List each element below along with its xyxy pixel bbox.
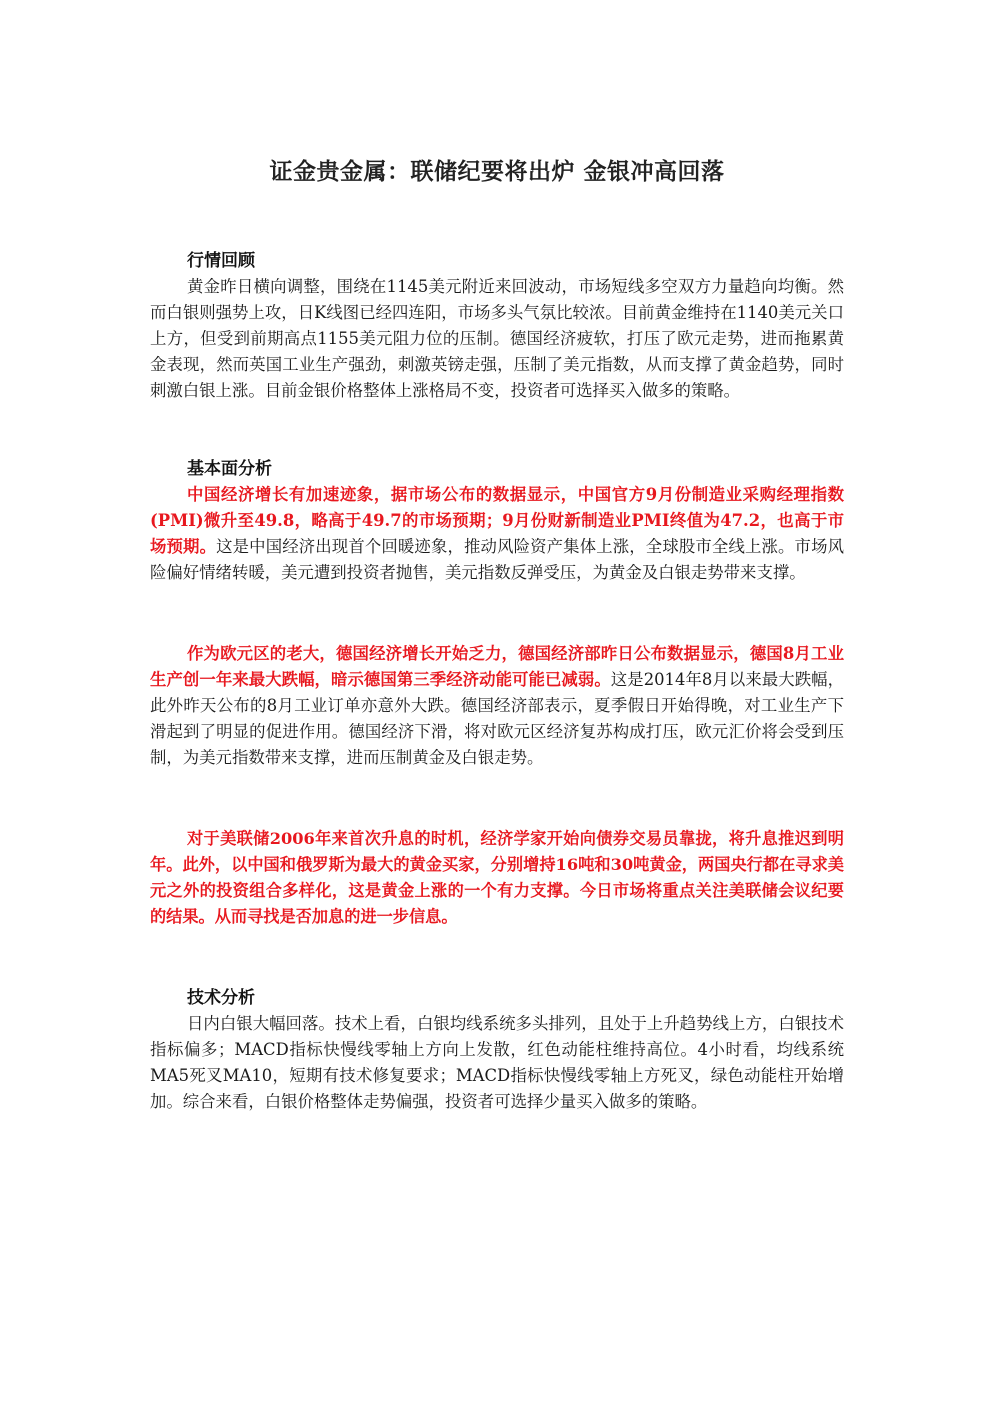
section-heading: 基本面分析 [187, 459, 272, 479]
section-market-review [150, 248, 844, 404]
highlight-paragraph: 对于美联储2006年来首次升息的时机，经济学家开始向债券交易员靠拢，将升息推迟到明年。此外，以中国和俄罗斯为最大的黄金买家，分别增持16吨和30吨黄金，两国央行都在寻求美元之外的投资组合多样化，这是黄金上涨的一个有力支撑。今日市场将重点关注美联储会议纪要的结果。从而寻找是否加息的进一步信息。 [150, 829, 844, 926]
paragraph-text: 这是2014年8月以来最大跌幅，此外昨天公布的8月工业订单亦意外大跌。德国经济部表示，夏季假日开始得晚，对工业生产下滑起到了明显的促进作用。德国经济下滑，将对欧元区经济复苏构成打压，欧元汇价将会受到压制，为美元指数带来支撑，进而压制黄金及白银走势。 [150, 670, 845, 767]
highlight-text: 中国经济增长有加速迹象，据市场公布的数据显示，中国官方9月份制造业采购经理指数(PMI)微升至49.8，略高于49.7的市场预期；9月份财新制造业PMI终值为47.2，也高于市场预期。 [150, 485, 844, 556]
section-fundamental-analysis [150, 456, 844, 586]
paragraph: 日内白银大幅回落。技术上看，白银均线系统多头排列，且处于上升趋势线上方，白银技术指标偏多；MACD指标快慢线零轴上方向上发散，红色动能柱维持高位。4小时看，均线系统MA5死叉MA10，短期有技术修复要求；MACD指标快慢线零轴上方死叉，绿色动能柱开始增加。综合来看，白银价格整体走势偏强，投资者可选择少量买入做多的策略。 [150, 1014, 844, 1111]
highlight-text: 作为欧元区的老大，德国经济增长开始乏力，德国经济部昨日公布数据显示，德国8月工业生产创一年来最大跌幅，暗示德国第三季经济动能可能已减弱。 [150, 644, 844, 689]
paragraph-text: 这是中国经济出现首个回暖迹象，推动风险资产集体上涨，全球股市全线上涨。市场风险偏好情绪转暖，美元遭到投资者抛售，美元指数反弹受压，为黄金及白银走势带来支撑。 [150, 537, 844, 582]
paragraph [150, 482, 844, 586]
section-technical-analysis [150, 985, 844, 1115]
section-heading: 技术分析 [187, 988, 255, 1008]
paragraph [150, 641, 844, 771]
page-title: 证金贵金属：联储纪要将出炉 金银冲高回落 [269, 159, 725, 185]
paragraph: 黄金昨日横向调整，围绕在1145美元附近来回波动，市场短线多空双方力量趋向均衡。然而白银则强势上攻，日K线图已经四连阳，市场多头气氛比较浓。目前黄金维持在1140美元关口上方，但受到前期高点1155美元阻力位的压制。德国经济疲软，打压了欧元走势，进而拖累黄金表现，然而英国工业生产强劲，刺激英镑走强，压制了美元指数，从而支撑了黄金趋势，同时刺激白银上涨。目前金银价格整体上涨格局不变，投资者可选择买入做多的策略。 [150, 277, 844, 400]
fundamental-paragraph-2 [150, 641, 844, 771]
section-heading: 行情回顾 [187, 251, 255, 271]
fundamental-paragraph-3 [150, 826, 844, 930]
